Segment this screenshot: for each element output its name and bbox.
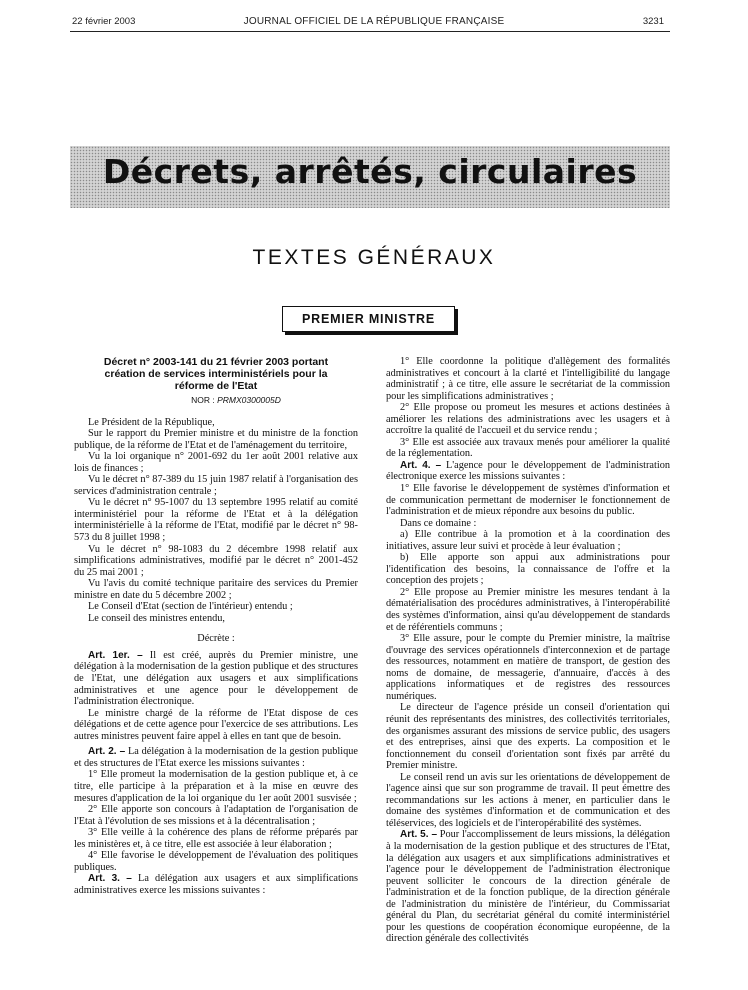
- paragraph: Sur le rapport du Premier ministre et du ministre de la fonction publique, de la réforme de l'Etat et de l'aménagement du territoire,: [74, 428, 358, 451]
- header-rule: [70, 31, 670, 32]
- banner-title: Décrets, arrêtés, circulaires: [102, 152, 638, 191]
- article-2: [74, 746, 358, 769]
- paragraph: Vu la loi organique n° 2001-692 du 1er août 2001 relative aux lois de finances ;: [74, 451, 358, 474]
- paragraph: Le Conseil d'Etat (section de l'intérieur) entendu ;: [88, 601, 293, 613]
- paragraph: 2° Elle propose ou promeut les mesures et actions destinées à améliorer les relations des administrations avec les usagers et à accroître la qualité de l'accueil et du service rendu ;: [386, 402, 670, 437]
- paragraph: Le ministre chargé de la réforme de l'Etat dispose de ces délégations et de cette agence pour l'exercice de ses attributions. Les autres ministres peuvent faire appel à elles en tant que de besoin.: [74, 707, 358, 742]
- paragraph: Le conseil des ministres entendu,: [88, 612, 225, 624]
- paragraph: Le directeur de l'agence préside un conseil d'orientation qui réunit des représentants des ministres, des collectivités territoriales, des organismes assurant des missions de service public, des usagers et des entreprises, ainsi que des experts. La composition et le fonctionnement du conseil d'orientation sont fixés par arrêté du Premier ministre.: [386, 702, 670, 772]
- article-label: Art. 1er. –: [88, 649, 143, 661]
- header-date: 22 février 2003: [72, 16, 136, 27]
- article-text: La délégation à la modernisation de la gestion publique et des structures de l'Etat exerce les missions suivantes :: [74, 746, 359, 769]
- article-text: La délégation aux usagers et aux simplifications administratives exerce les missions suivantes :: [74, 873, 358, 896]
- left-column: [74, 356, 358, 896]
- article-5: [386, 829, 670, 944]
- paragraph: 3° Elle assure, pour le compte du Premier ministre, la maîtrise d'ouvrage des services opérationnels d'interconnexion et de partage des ressources, notamment en matière de transport, de gestion des noms de domaine, de messagerie, d'annuaire, d'accès à des applications informatiques et de registres des ressources numériques.: [386, 633, 670, 702]
- paragraph: 2° Elle propose au Premier ministre les mesures tendant à la dématérialisation des procédures administratives, à l'interopérabilité des systèmes d'information, ainsi qu'au développement de standards et de référentiels communs ;: [386, 586, 670, 633]
- nor-label: NOR :: [191, 395, 215, 405]
- paragraph: Vu l'avis du comité technique paritaire des services du Premier ministre en date du 5 décembre 2002 ;: [74, 578, 358, 601]
- section-banner: [70, 146, 670, 208]
- article-3: [74, 873, 358, 896]
- paragraph: 4° Elle favorise le développement de l'évaluation des politiques publiques.: [74, 850, 358, 873]
- article-text: Il est créé, auprès du Premier ministre, une délégation à la modernisation de la gestion publique et des structures de l'Etat, une délégation aux usagers et aux simplifications administratives et une agence pour le développement de l'administration électronique.: [74, 649, 358, 708]
- decrete-heading: Décrète :: [197, 633, 235, 645]
- nor-reference: [114, 395, 358, 407]
- header-page-number: 3231: [642, 16, 664, 27]
- section-heading: TEXTES GÉNÉRAUX: [252, 246, 496, 269]
- article-label: Art. 3. –: [88, 873, 132, 885]
- paragraph: a) Elle contribue à la promotion et à la coordination des initiatives, assure leur suivi et procède à leur évaluation ;: [386, 529, 670, 552]
- header-journal-title: JOURNAL OFFICIEL DE LA RÉPUBLIQUE FRANÇAISE: [243, 16, 505, 27]
- ministry-box: PREMIER MINISTRE: [282, 306, 455, 332]
- article-label: Art. 5. –: [400, 829, 438, 841]
- decree-title: Décret n° 2003-141 du 21 février 2003 portant création de services interministériels pour la réforme de l'Etat: [103, 356, 329, 392]
- article-4: [386, 460, 670, 483]
- right-column: [386, 356, 670, 945]
- paragraph: 1° Elle favorise le développement de systèmes d'information et de communication permettant de moderniser le fonctionnement de l'administration et de mieux répondre aux besoins du public.: [386, 483, 670, 518]
- paragraph: 3° Elle veille à la cohérence des plans de réforme préparés par les ministères et, à ce titre, elle est associée à leur élaboration ;: [74, 827, 358, 850]
- paragraph: b) Elle apporte son appui aux administrations pour l'identification des besoins, la connaissance de l'offre et la conception des projets ;: [386, 552, 670, 587]
- paragraph: Vu le décret n° 98-1083 du 2 décembre 1998 relatif aux simplifications administratives, modifié par le décret n° 2001-452 du 25 mai 2001 ;: [74, 543, 358, 578]
- paragraph: 1° Elle coordonne la politique d'allègement des formalités administratives et concourt à la clarté et l'intelligibilité du langage administratif ; à ce titre, elle assure le secrétariat de la commission pour les simplifications administratives ;: [386, 356, 670, 402]
- paragraph: 2° Elle apporte son concours à l'adaptation de l'organisation de l'Etat à l'évolution de ses missions et à la décentralisation ;: [74, 804, 358, 827]
- paragraph: Le Président de la République,: [88, 416, 215, 428]
- paragraph: 1° Elle promeut la modernisation de la gestion publique et, à ce titre, elle participe à la préparation et à la mise en œuvre des mesures d'application de la loi organique du 1er août 2001 susvisée ;: [74, 769, 358, 804]
- article-text: Pour l'accomplissement de leurs missions, la délégation à la modernisation de la gestion publique et des structures de l'Etat, la délégation aux usagers et aux simplifications administratives et l'agence pour le développement de l'administration électronique peuvent solliciter le concours de la direction générale de l'administration et de la fonction publique, de la direction générale de l'administration du ministère de l'intérieur, du Commissariat général du Plan, du secrétariat général du comité interministériel pour les questions de coopération économique européenne, de la direction générale des collectivités: [386, 829, 671, 945]
- paragraph: Dans ce domaine :: [400, 517, 477, 529]
- paragraph: Le conseil rend un avis sur les orientations de développement de l'agence ainsi que sur son programme de travail. Il peut émettre des recommandations sur les actions à mener, en particulier dans le domaine des systèmes d'information et de communication et des téléservices, des logiciels et de l'interopérabilité des systèmes.: [386, 771, 670, 829]
- nor-code: PRMX0300005D: [217, 395, 281, 405]
- article-label: Art. 4. –: [400, 459, 442, 471]
- paragraph: Vu le décret n° 87-389 du 15 juin 1987 relatif à l'organisation des services d'administration centrale ;: [74, 474, 358, 497]
- article-text: L'agence pour le développement de l'administration électronique exerce les missions suivantes :: [386, 459, 670, 483]
- paragraph: Vu le décret n° 95-1007 du 13 septembre 1995 relatif au comité interministériel pour la réforme de l'Etat et à la délégation interministérielle à la réforme de l'Etat, modifié par le décret n° 98-573 du 8 juillet 1998 ;: [74, 497, 358, 544]
- article-label: Art. 2. –: [88, 746, 126, 758]
- paragraph: 3° Elle est associée aux travaux menés pour améliorer la qualité de la réglementation.: [386, 436, 670, 460]
- article-1: [74, 650, 358, 708]
